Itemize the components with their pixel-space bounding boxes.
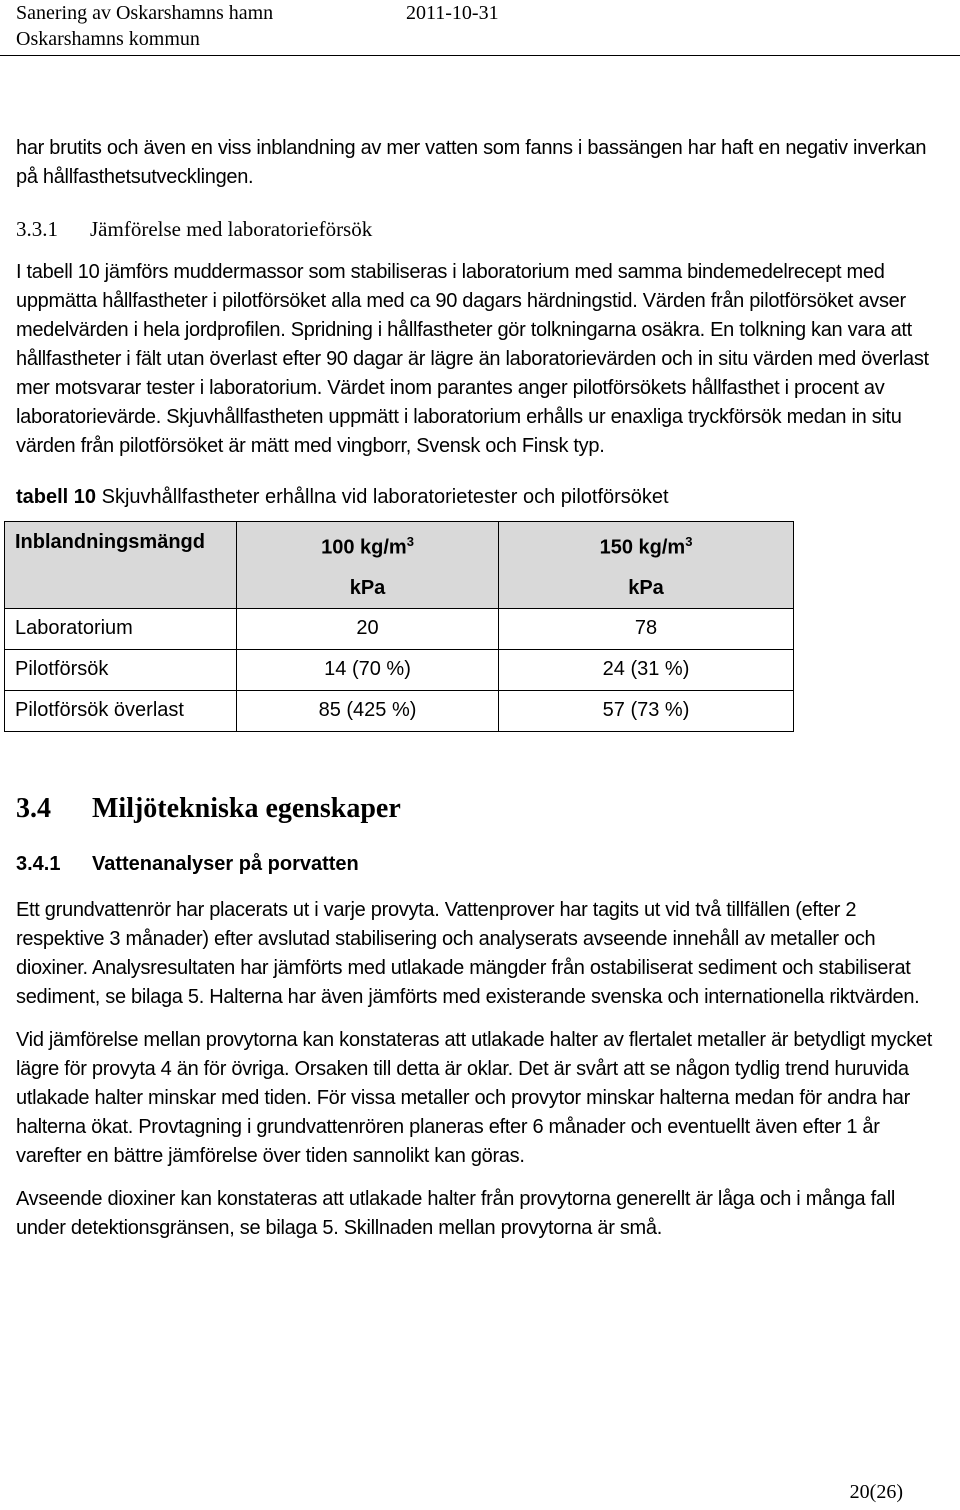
header-150-unit: kPa bbox=[628, 576, 664, 599]
table-row bbox=[5, 608, 794, 649]
row-label: Laboratorium bbox=[5, 608, 237, 649]
section-heading-3-3-1 bbox=[16, 214, 946, 244]
header-municipality: Oskarshamns kommun bbox=[16, 28, 200, 50]
row-value-150: 24 (31 %) bbox=[499, 649, 794, 690]
page-header bbox=[16, 0, 944, 52]
porewater-paragraph-3: Avseende dioxiner kan konstateras att utlakade halter från provytorna generellt är låga och i många fall under detektionsgränsen, se bilaga 5. Skillnaden mellan provytorna är små. bbox=[16, 1187, 895, 1239]
table-row bbox=[5, 649, 794, 690]
table-header-row bbox=[5, 522, 794, 609]
section-heading-3-4-1 bbox=[16, 850, 946, 878]
shear-strength-table bbox=[4, 521, 794, 732]
porewater-paragraph-1: Ett grundvattenrör har placerats ut i varje provyta. Vattenprover har tagits ut vid två tillfällen (efter 2 respektive 3 månader) efter avslutad stabilisering och analyserats avseende innehåll av metaller och dioxiner. Analysresultaten har jämförts med utlakade mängder från ostabiliserat sediment och stabiliserat sediment, se bilaga 5. Halterna har även jämförts med existerande svenska och internationella riktvärden. bbox=[16, 898, 920, 1008]
header-project: Sanering av Oskarshamns hamn bbox=[16, 2, 274, 24]
header-150-main: 150 kg/m bbox=[599, 536, 686, 559]
row-value-100: 20 bbox=[237, 608, 499, 649]
header-divider bbox=[0, 55, 960, 56]
row-value-150: 78 bbox=[499, 608, 794, 649]
header-100-label bbox=[247, 522, 488, 568]
header-150-label bbox=[509, 522, 783, 568]
section-title: Jämförelse med laboratorieförsök bbox=[90, 217, 373, 241]
row-value-150: 57 (73 %) bbox=[499, 690, 794, 731]
section-number: 3.4 bbox=[16, 792, 51, 824]
table-caption-text: Skjuvhållfastheter erhållna vid laboratorietester och pilotförsöket bbox=[101, 486, 669, 508]
header-100-unit: kPa bbox=[349, 576, 386, 599]
row-label: Pilotförsök överlast bbox=[5, 690, 237, 731]
table-caption-label: tabell 10 bbox=[16, 486, 97, 508]
header-150-sup: 3 bbox=[685, 534, 693, 549]
table-caption bbox=[16, 483, 946, 511]
section-number: 3.3.1 bbox=[16, 217, 58, 241]
section-title: Miljötekniska egenskaper bbox=[92, 792, 401, 824]
header-date: 2011-10-31 bbox=[406, 2, 499, 24]
row-label: Pilotförsök bbox=[5, 649, 237, 690]
header-cell-mixing bbox=[5, 522, 237, 609]
porewater-paragraph-2: Vid jämförelse mellan provytorna kan konstateras att utlakade halter av flertalet metaller är betydligt mycket lägre för provyta 4 än för övriga. Orsaken till detta är oklar. Det är svårt att se någon tydlig trend huruvida utlakade halter minskar med tiden. För vissa metaller och provytor minskar halterna medan för andra har halterna ökat. Provtagning i grundvattenrören planeras efter 6 månader och eventuellt även efter 1 år varefter en bättre jämförelse över tiden sannolikt kan göras. bbox=[16, 1028, 932, 1167]
table-row bbox=[5, 690, 794, 731]
page-content bbox=[16, 134, 946, 1257]
section-title: Vattenanalyser på porvatten bbox=[92, 852, 359, 875]
header-100-main: 100 kg/m bbox=[321, 536, 407, 559]
header-cell-150 bbox=[499, 522, 794, 609]
intro-paragraph: har brutits och även en viss inblandning av mer vatten som fanns i bassängen har haft en negativ inverkan på hållfasthetsutvecklingen. bbox=[16, 137, 927, 188]
header-mixing-label: Inblandningsmängd bbox=[15, 531, 205, 553]
header-cell-100 bbox=[237, 522, 499, 609]
comparison-paragraph: I tabell 10 jämförs muddermassor som stabiliseras i laboratorium med samma bindemedelrecept med uppmätta hållfastheter i pilotförsöket alla med ca 90 dagars härdningstid. Värden från pilotförsöket avser medelvärden i hela jordprofilen. Spridning i hållfastheter gör tolkningarna osäkra. En tolkning kan vara att hållfastheter i fält utan överlast efter 90 dagar är lägre än laboratorievärden och in situ värden med överlast mer motsvarar tester i laboratorium. Värdet inom parantes anger pilotförsökets hållfasthet i procent av laboratorievärde. Skjuvhållfastheten uppmätt i laboratorium erhålls ur enaxliga tryckförsök medan in situ värden från pilotförsöket är mätt med vingborr, Svensk och Finsk typ. bbox=[16, 261, 929, 457]
section-number: 3.4.1 bbox=[16, 852, 61, 875]
row-value-100: 14 (70 %) bbox=[237, 649, 499, 690]
row-value-100: 85 (425 %) bbox=[237, 690, 499, 731]
header-100-sup: 3 bbox=[406, 534, 414, 549]
page-number: 20(26) bbox=[849, 1481, 903, 1503]
section-heading-3-4 bbox=[16, 790, 946, 828]
